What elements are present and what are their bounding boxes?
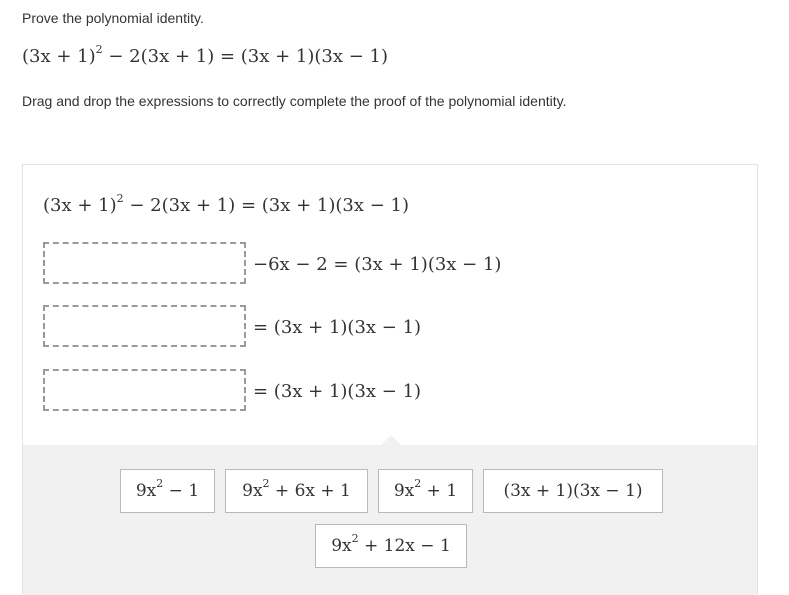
- tile-3-pre: 9x: [393, 481, 415, 501]
- step-1-tail: −6x − 2 = (3x + 1)(3x − 1): [253, 254, 502, 275]
- tile-9x2-plus-12x-minus-1[interactable]: [315, 524, 467, 568]
- tile-2-post: + 6x + 1: [269, 481, 351, 501]
- tile-9x2-plus-6x-plus-1[interactable]: [225, 469, 368, 513]
- identity-rest: − 2(3x + 1) = (3x + 1)(3x − 1): [102, 46, 389, 67]
- tile-3-post: + 1: [421, 481, 458, 501]
- proof-exponent: 2: [116, 192, 124, 205]
- proof-lhs-base: (3x + 1): [43, 195, 117, 216]
- tile-4-pre: (3x + 1)(3x − 1): [503, 481, 643, 501]
- tray-pointer: [381, 435, 401, 445]
- drop-zone-3[interactable]: [43, 369, 246, 411]
- proof-panel: [22, 164, 758, 594]
- tile-9x2-minus-1[interactable]: [120, 469, 215, 513]
- tile-5-exp: 2: [351, 532, 359, 546]
- identity-exponent: 2: [95, 43, 103, 56]
- identity-statement: [22, 43, 389, 67]
- step-3-tail: = (3x + 1)(3x − 1): [253, 381, 422, 402]
- tile-5-post: + 12x − 1: [358, 536, 451, 556]
- step-2-tail: = (3x + 1)(3x − 1): [253, 317, 422, 338]
- tile-factored-form[interactable]: [483, 469, 663, 513]
- drop-zone-1[interactable]: [43, 242, 246, 284]
- drop-zone-2[interactable]: [43, 305, 246, 347]
- proof-rest: − 2(3x + 1) = (3x + 1)(3x − 1): [123, 195, 410, 216]
- prompt-text: Prove the polynomial identity.: [22, 10, 204, 26]
- tile-1-pre: 9x: [135, 481, 157, 501]
- tile-1-exp: 2: [156, 477, 164, 491]
- tile-3-exp: 2: [414, 477, 422, 491]
- tile-2-exp: 2: [262, 477, 270, 491]
- proof-first-line: [43, 192, 410, 216]
- tile-5-pre: 9x: [331, 536, 352, 556]
- tile-1-post: − 1: [163, 481, 200, 501]
- expression-tray: [23, 445, 757, 595]
- tile-2-pre: 9x: [242, 481, 263, 501]
- drag-instructions: Drag and drop the expressions to correctly complete the proof of the polynomial identity.: [22, 93, 567, 109]
- tile-9x2-plus-1[interactable]: [378, 469, 473, 513]
- identity-lhs-base: (3x + 1): [22, 46, 96, 67]
